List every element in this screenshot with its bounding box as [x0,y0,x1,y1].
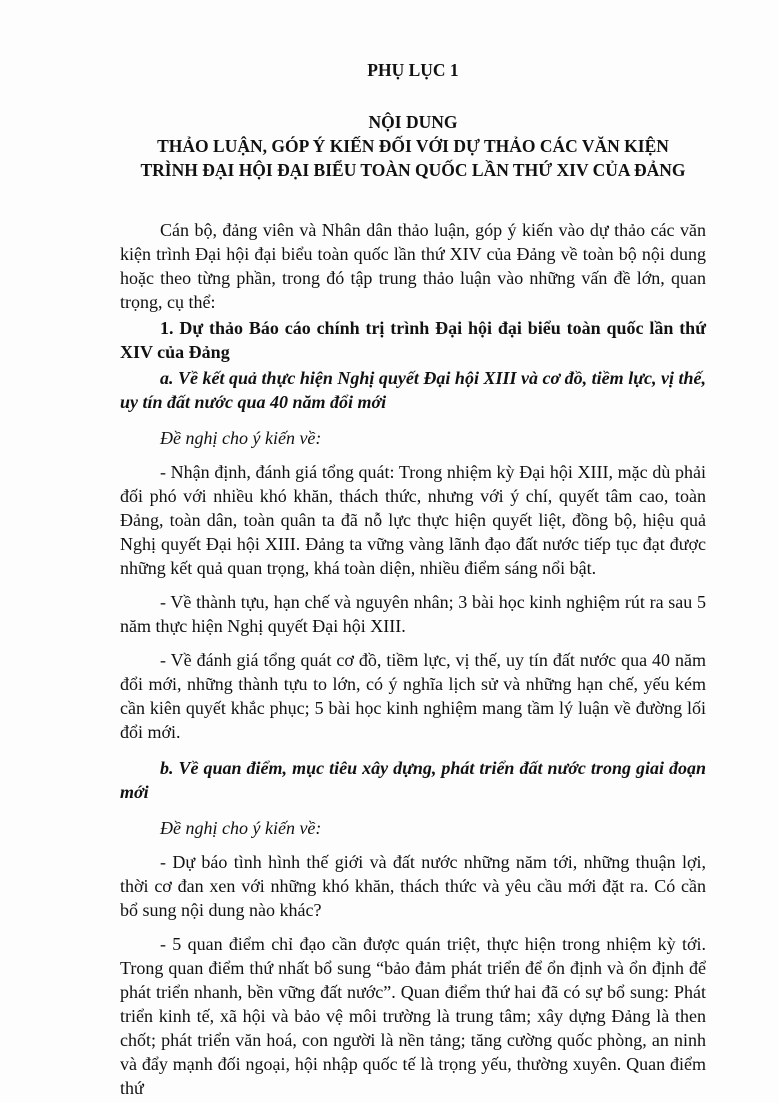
title-line-3: TRÌNH ĐẠI HỘI ĐẠI BIỂU TOÀN QUỐC LẦN THỨ XIV CỦA ĐẢNG [140,160,686,180]
title-line-1: NỘI DUNG [368,112,458,132]
subsection-a-item: - Về thành tựu, hạn chế và nguyên nhân; 3 bài học kinh nghiệm rút ra sau 5 năm thực hiện Nghị quyết Đại hội XIII. [120,592,706,636]
subsection-a-item: - Về đánh giá tổng quát cơ đồ, tiềm lực, vị thế, uy tín đất nước qua 40 năm đổi mới, những thành tựu to lớn, có ý nghĩa lịch sử và những hạn chế, yếu kém cần kiên quyết khắc phục; 5 bài học kinh nghiệm mang tầm lý luận về đường lối đổi mới. [120,650,706,742]
document-title [120,110,706,182]
subsection-b-title: b. Về quan điểm, mục tiêu xây dựng, phát triển đất nước trong giai đoạn mới [120,758,706,802]
subsection-b-note: Đề nghị cho ý kiến về: [160,818,322,838]
section-1-title: 1. Dự thảo Báo cáo chính trị trình Đại hội đại biểu toàn quốc lần thứ XIV của Đảng [120,318,706,362]
intro-paragraph: Cán bộ, đảng viên và Nhân dân thảo luận, góp ý kiến vào dự thảo các văn kiện trình Đại hội đại biểu toàn quốc lần thứ XIV của Đảng về toàn bộ nội dung hoặc theo từng phần, trong đó tập trung thảo luận vào những vấn đề lớn, quan trọng, cụ thể: [120,220,706,312]
subsection-b-item: - Dự báo tình hình thế giới và đất nước những năm tới, những thuận lợi, thời cơ đan xen với những khó khăn, thách thức và yêu cầu mới đặt ra. Có cần bổ sung nội dung nào khác? [120,852,706,920]
subsection-b-item: - 5 quan điểm chỉ đạo cần được quán triệt, thực hiện trong nhiệm kỳ tới. Trong quan điểm thứ nhất bổ sung “bảo đảm phát triển để ổn định và ổn định để phát triển nhanh, bền vững đất nước”. Quan điểm thứ hai đã có sự bổ sung: Phát triển kinh tế, xã hội và bảo vệ môi trường là trung tâm; xây dựng Đảng là then chốt; phát triển văn hoá, con người là nền tảng; tăng cường quốc phòng, an ninh và đẩy mạnh đối ngoại, hội nhập quốc tế là trọng yếu, thường xuyên. Quan điểm thứ [120,934,706,1098]
annex-label: PHỤ LỤC 1 [367,60,459,80]
document-content [120,58,706,1110]
subsection-a-note: Đề nghị cho ý kiến về: [160,428,322,448]
subsection-a-item: - Nhận định, đánh giá tổng quát: Trong nhiệm kỳ Đại hội XIII, mặc dù phải đối phó với nhiều khó khăn, thách thức, nhưng với ý chí, quyết tâm cao, toàn Đảng, toàn dân, toàn quân ta đã nỗ lực thực hiện quyết liệt, đồng bộ, hiệu quả Nghị quyết Đại hội XIII. Đảng ta vững vàng lãnh đạo đất nước tiếp tục đạt được những kết quả quan trọng, khá toàn diện, nhiều điểm sáng nổi bật. [120,462,706,578]
title-line-2: THẢO LUẬN, GÓP Ý KIẾN ĐỐI VỚI DỰ THẢO CÁC VĂN KIỆN [157,136,669,156]
subsection-a-title: a. Về kết quả thực hiện Nghị quyết Đại hội XIII và cơ đồ, tiềm lực, vị thế, uy tín đất nước qua 40 năm đổi mới [120,368,706,412]
